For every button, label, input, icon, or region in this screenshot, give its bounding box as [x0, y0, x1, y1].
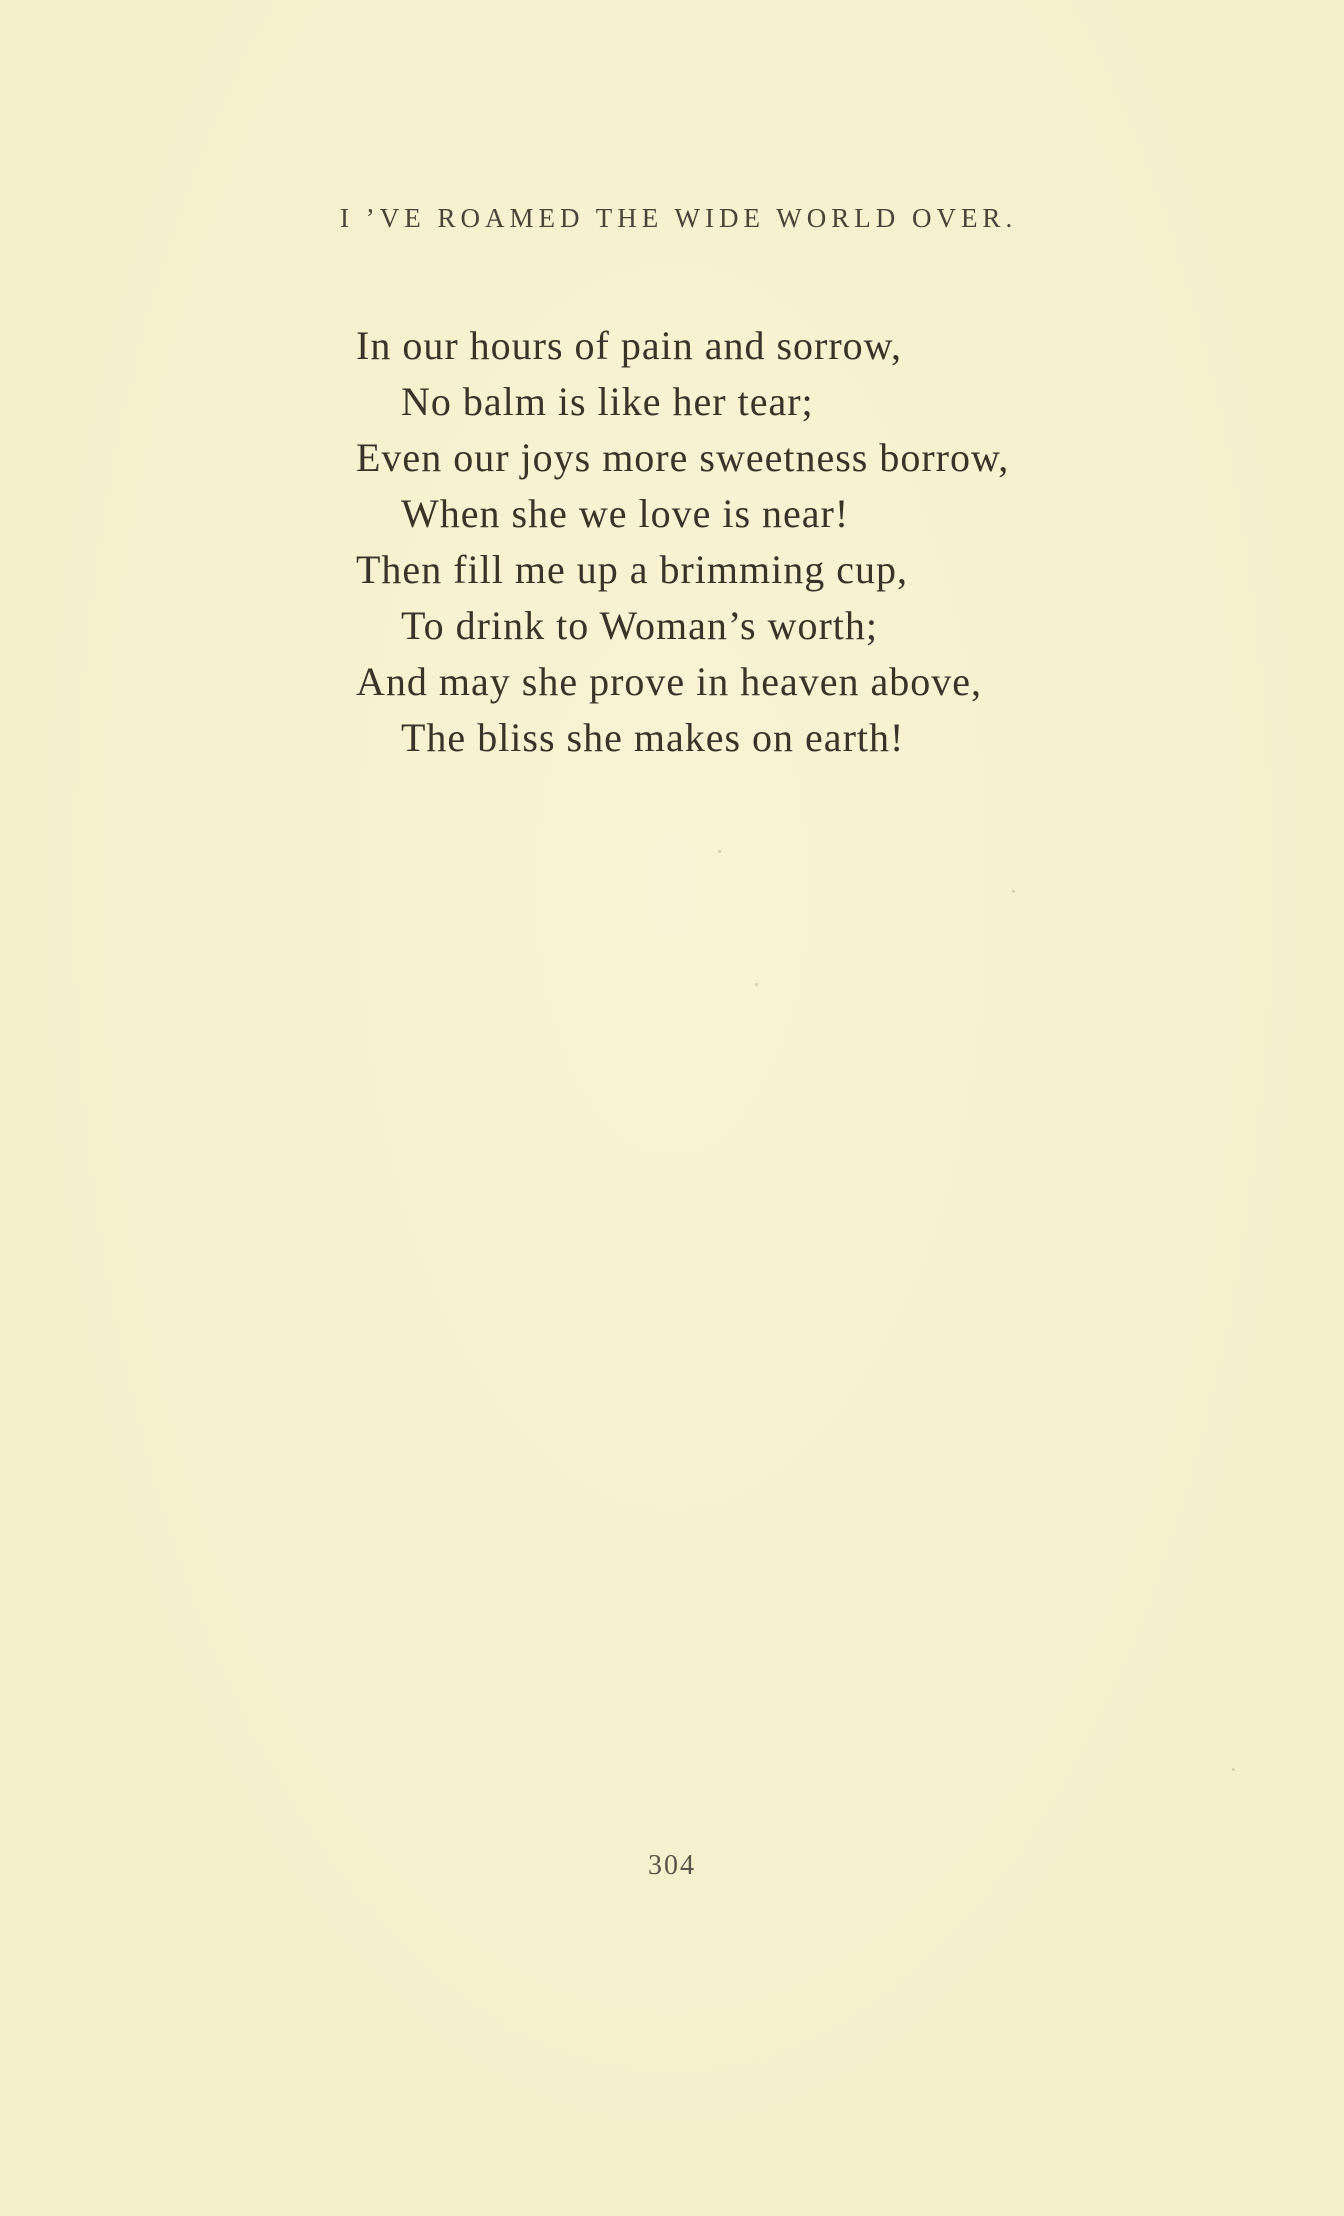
poem-line: The bliss she makes on earth! [401, 715, 905, 760]
running-head: I ’VE ROAMED THE WIDE WORLD OVER. [340, 203, 1018, 233]
poem-line: No balm is like her tear; [401, 379, 814, 424]
page-number: 304 [648, 1850, 696, 1881]
paper-speck [755, 983, 758, 986]
poem-line: To drink to Woman’s worth; [401, 603, 878, 648]
poem-line: Then fill me up a brimming cup, [356, 547, 908, 592]
paper-speck [1232, 1768, 1235, 1771]
poem-line: And may she prove in heaven above, [356, 659, 983, 704]
paper-speck [1012, 890, 1015, 893]
paper-speck [718, 850, 721, 853]
poem-line: When she we love is near! [401, 491, 850, 536]
poem-line: In our hours of pain and sorrow, [356, 323, 902, 368]
poem-stanza [356, 318, 1176, 766]
poem-line: Even our joys more sweetness borrow, [356, 435, 1010, 480]
